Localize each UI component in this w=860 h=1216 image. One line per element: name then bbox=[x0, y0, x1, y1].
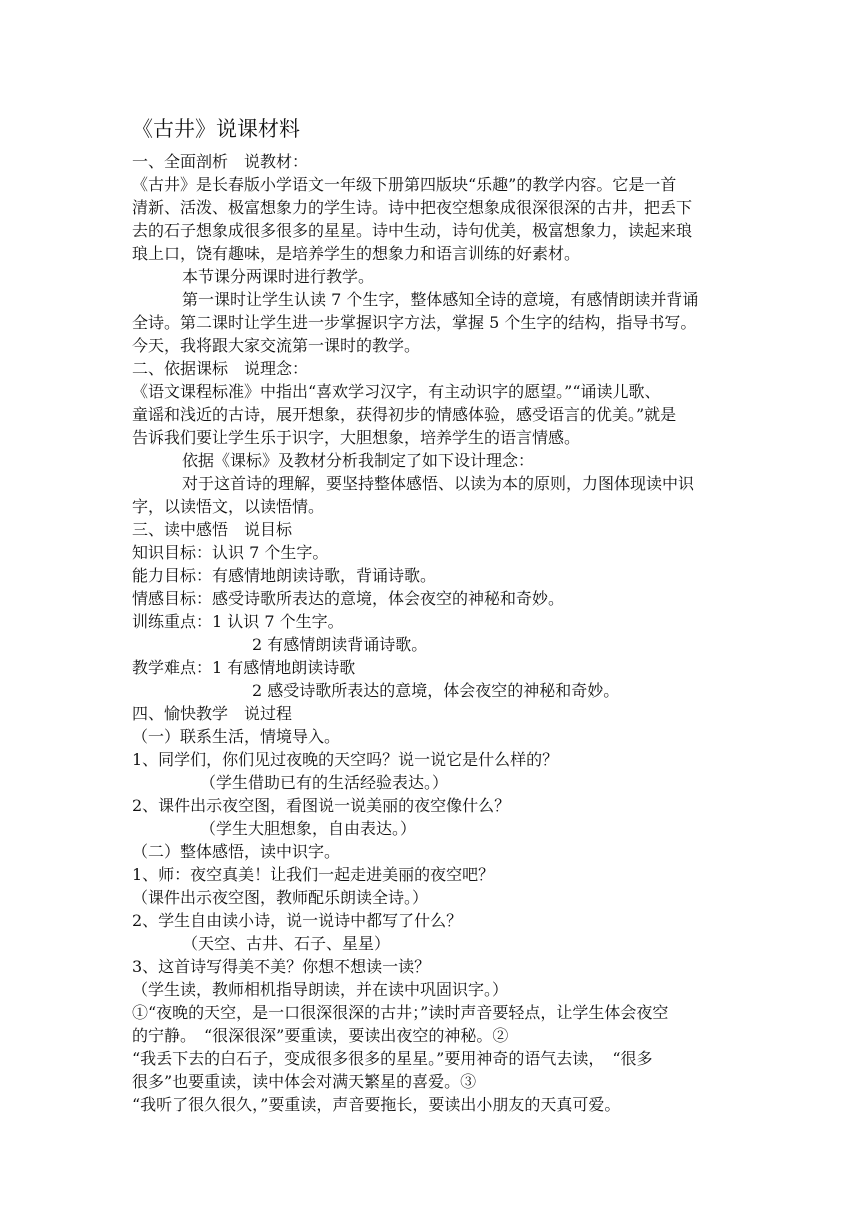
text-line: “我丢下去的白石子，变成很多很多的星星。”要用神奇的语气去读， “很多 bbox=[132, 1049, 653, 1068]
text-line: 童谣和浅近的古诗，展开想象，获得初步的情感体验，感受语言的优美。”就是 bbox=[132, 405, 677, 424]
text-line: 二、依据课标 说理念： bbox=[132, 359, 309, 378]
text-line: 字，以读悟文，以读悟情。 bbox=[132, 497, 325, 516]
text-line: （天空、古井、石子、星星） bbox=[182, 934, 391, 953]
text-line: 情感目标：感受诗歌所表达的意境，体会夜空的神秘和奇妙。 bbox=[132, 589, 565, 608]
text-line: “我听了很久很久，”要重读，声音要拖长，要读出小朋友的天真可爱。 bbox=[132, 1095, 621, 1114]
text-line: 四、愉快教学 说过程 bbox=[132, 704, 293, 723]
text-line: 全诗。第二课时让学生进一步掌握识字方法，掌握 5 个生字的结构，指导书写。 bbox=[132, 313, 697, 332]
text-line: 的宁静。 “很深很深”要重读，要读出夜空的神秘。② bbox=[132, 1026, 509, 1045]
text-line: （学生读，教师相机指导朗读，并在读中巩固识字。） bbox=[132, 980, 509, 999]
document-page bbox=[132, 114, 732, 1116]
text-line: 琅上口，饶有趣味，是培养学生的想象力和语言训练的好素材。 bbox=[132, 244, 581, 263]
text-line: （二）整体感悟，读中识字。 bbox=[132, 842, 341, 861]
text-line: 清新、活泼、极富想象力的学生诗。诗中把夜空想象成很深很深的古井，把丢下 bbox=[132, 198, 693, 217]
text-line: 一、全面剖析 说教材： bbox=[132, 152, 309, 171]
text-line: ①“夜晚的天空，是一口很深很深的古井；”读时声音要轻点，让学生体会夜空 bbox=[132, 1003, 669, 1022]
text-line: 今天，我将跟大家交流第一课时的教学。 bbox=[132, 336, 421, 355]
text-line: 2 有感情朗读背诵诗歌。 bbox=[252, 635, 428, 654]
document-title: 《古井》说课材料 bbox=[132, 117, 300, 141]
text-line: （课件出示夜空图，教师配乐朗读全诗。） bbox=[132, 888, 429, 907]
text-line: 第一课时让学生认读 7 个生字，整体感知全诗的意境，有感情朗读并背诵 bbox=[182, 290, 699, 309]
text-line: 《古井》是长春版小学语文一年级下册第四版块“乐趣”的教学内容。它是一首 bbox=[132, 175, 677, 194]
text-line: 依据《课标》及教材分析我制定了如下设计理念： bbox=[182, 451, 535, 470]
text-line: （一）联系生活，情境导入。 bbox=[132, 727, 341, 746]
text-line: 教学难点：1 有感情地朗读诗歌 bbox=[132, 658, 356, 677]
text-line: 2、课件出示夜空图，看图说一说美丽的夜空像什么？ bbox=[132, 796, 511, 815]
document-body bbox=[132, 150, 732, 1116]
text-line: （学生大胆想象，自由表达。） bbox=[200, 819, 417, 838]
text-line: 训练重点：1 认识 7 个生字。 bbox=[132, 612, 344, 631]
text-line: 《语文课程标准》中指出“喜欢学习汉字，有主动识字的愿望。”“诵读儿歌、 bbox=[132, 382, 661, 401]
text-line: 能力目标：有感情地朗读诗歌，背诵诗歌。 bbox=[132, 566, 437, 585]
text-line: （学生借助已有的生活经验表达。） bbox=[200, 773, 449, 792]
text-line: 告诉我们要让学生乐于识字，大胆想象，培养学生的语言情感。 bbox=[132, 428, 581, 447]
text-line: 1、师：夜空真美！让我们一起走进美丽的夜空吧？ bbox=[132, 865, 495, 884]
text-line: 3、这首诗写得美不美？你想不想读一读？ bbox=[132, 957, 431, 976]
text-line: 1、同学们，你们见过夜晚的天空吗？说一说它是什么样的？ bbox=[132, 750, 559, 769]
text-line: 很多”也要重读，读中体会对满天繁星的喜爱。③ bbox=[132, 1072, 477, 1091]
text-line: 对于这首诗的理解，要坚持整体感悟、以读为本的原则，力图体现读中识 bbox=[182, 474, 695, 493]
text-line: 本节课分两课时进行教学。 bbox=[182, 267, 375, 286]
text-line: 去的石子想象成很多很多的星星。诗中生动，诗句优美，极富想象力，读起来琅 bbox=[132, 221, 693, 240]
text-line: 知识目标：认识 7 个生字。 bbox=[132, 543, 329, 562]
text-line: 三、读中感悟 说目标 bbox=[132, 520, 293, 539]
text-line: 2、学生自由读小诗，说一说诗中都写了什么？ bbox=[132, 911, 463, 930]
text-line: 2 感受诗歌所表达的意境，体会夜空的神秘和奇妙。 bbox=[252, 681, 620, 700]
